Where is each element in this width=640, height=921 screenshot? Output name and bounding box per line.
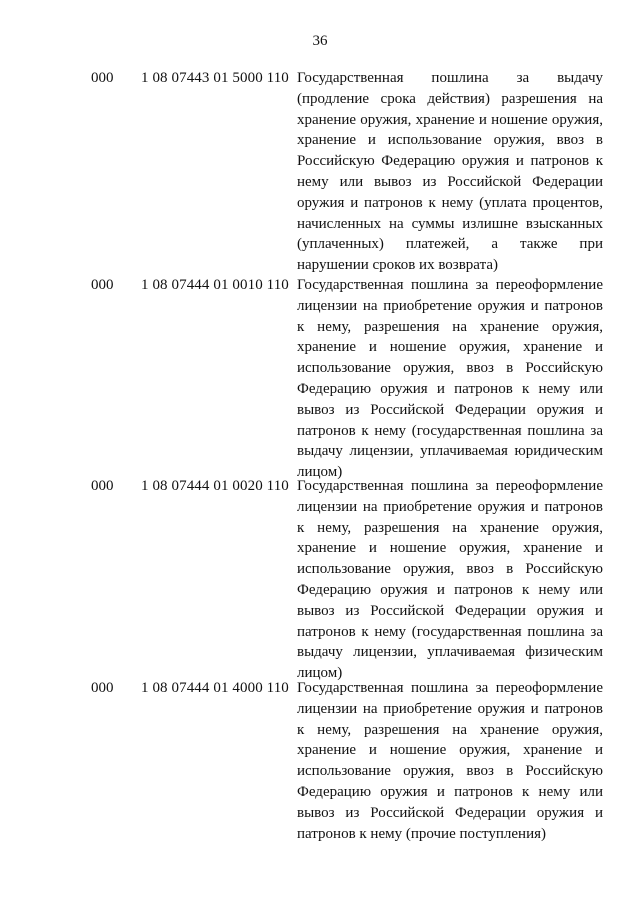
admin-code: 000 bbox=[91, 680, 114, 696]
income-description: Государственная пошлина за переоформление лицензии на приобретение оружия и патронов к нему, разрешения на хранение оружия, хранение и ношение оружия, хранение и использование оружия, ввоз в Российскую Федерацию оружия и патронов к нему или вывоз из Российской Федерации оружия и патронов к нему (прочие поступления) bbox=[297, 680, 603, 842]
kbk-code: 1 08 07444 01 0020 110 bbox=[141, 478, 289, 494]
income-description: Государственная пошлина за переоформление лицензии на приобретение оружия и патронов к нему, разрешения на хранение оружия, хранение и ношение оружия, хранение и использование оружия, ввоз в Российскую Федерацию оружия и патронов к нему или вывоз из Российской Федерации оружия и патронов к нему (государственная пошлина за выдачу лицензии, уплачиваемая юридическим лицом) bbox=[297, 277, 603, 481]
kbk-code: 1 08 07444 01 0010 110 bbox=[141, 277, 289, 293]
kbk-code: 1 08 07443 01 5000 110 bbox=[141, 70, 289, 86]
income-description: Государственная пошлина за переоформление лицензии на приобретение оружия и патронов к нему, разрешения на хранение оружия, хранение и ношение оружия, хранение и использование оружия, ввоз в Российскую Федерацию оружия и патронов к нему или вывоз из Российской Федерации оружия и патронов к нему (государственная пошлина за выдачу лицензии, уплачиваемая физическим лицом) bbox=[297, 478, 603, 682]
admin-code: 000 bbox=[91, 478, 114, 494]
admin-code: 000 bbox=[91, 70, 114, 86]
income-description: Государственная пошлина за выдачу (продление срока действия) разрешения на хранение оружия, хранение и ношение оружия, хранение и использование оружия, ввоз в Российскую Федерацию оружия и патронов к нему или вывоз из Российской Федерации оружия и патронов к нему (уплата процентов, начисленных на суммы излишне взысканных (уплаченных) платежей, а также при нарушении сроков их возврата) bbox=[297, 70, 603, 274]
kbk-code: 1 08 07444 01 4000 110 bbox=[141, 680, 289, 696]
page-number: 36 bbox=[312, 33, 328, 49]
admin-code: 000 bbox=[91, 277, 114, 293]
